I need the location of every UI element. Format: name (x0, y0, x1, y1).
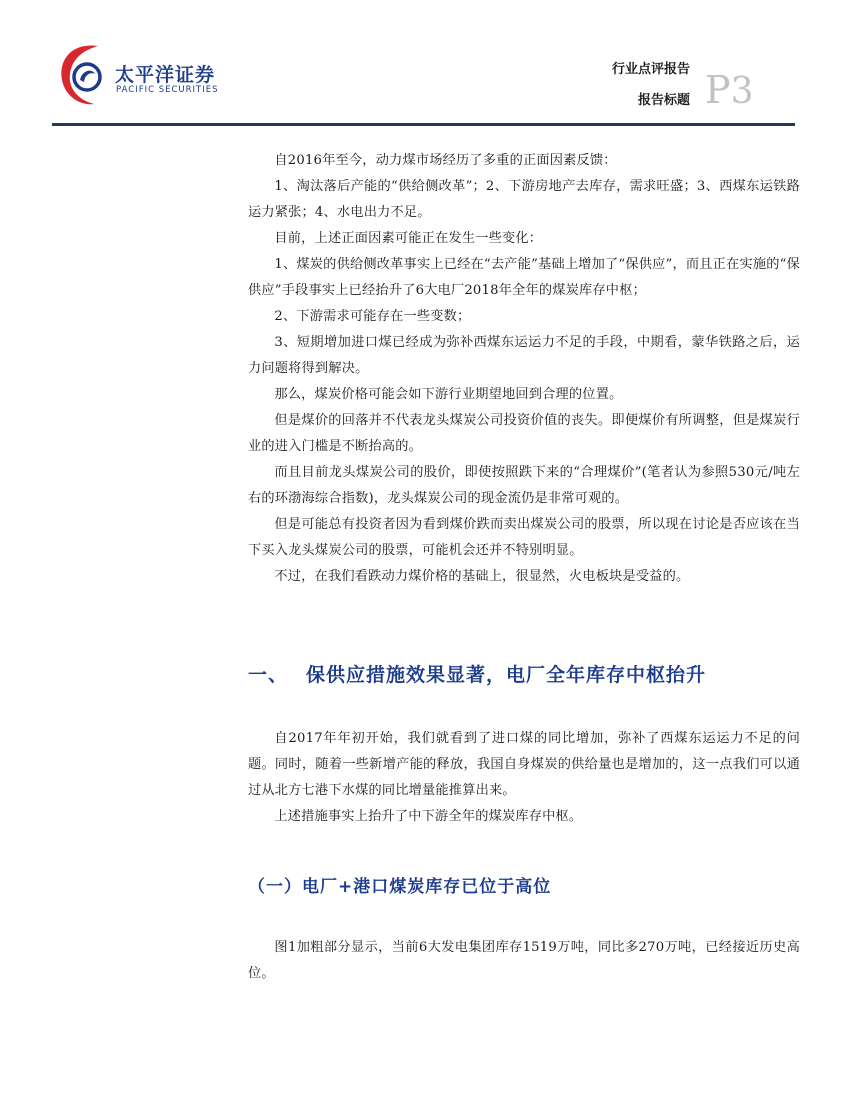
page-header (0, 0, 850, 130)
subsection-heading: （一）电厂+港口煤炭库存已位于高位 (248, 877, 552, 897)
paragraph: 但是可能总有投资者因为看到煤价跌而卖出煤炭公司的股票，所以现在讨论是否应该在当下买入龙头煤炭公司的股票，可能机会还并不特别明显。 (248, 517, 800, 558)
paragraph: 2、下游需求可能存在一些变数； (274, 309, 471, 324)
paragraph: 图1加粗部分显示，当前6大发电集团库存1519万吨，同比多270万吨，已经接近历史高位。 (248, 940, 800, 981)
section-heading (248, 660, 706, 687)
section-title: 保供应措施效果显著，电厂全年库存中枢抬升 (306, 664, 707, 686)
paragraph: 自2016年至今，动力煤市场经历了多重的正面因素反馈： (274, 153, 617, 168)
page-number (705, 68, 753, 112)
paragraph: 那么，煤炭价格可能会如下游行业期望地回到合理的位置。 (274, 387, 623, 402)
paragraph: 而且目前龙头煤炭公司的股价，即使按照跌下来的“合理煤价”(笔者认为参照530元/吨左右的环渤海综合指数)，龙头煤炭公司的现金流仍是非常可观的。 (248, 465, 800, 506)
brand-name-en: PACIFIC SECURITIES (116, 85, 219, 95)
report-type-label: 行业点评报告 (611, 62, 690, 77)
paragraph: 但是煤价的回落并不代表龙头煤炭公司投资价值的丧失。即便煤价有所调整，但是煤炭行业的进入门槛是不断抬高的。 (248, 413, 800, 454)
paragraph: 上述措施事实上抬升了中下游全年的煤炭库存中枢。 (274, 809, 583, 824)
paragraph: 1、煤炭的供给侧改革事实上已经在“去产能”基础上增加了“保供应”，而且正在实施的“保供应”手段事实上已经抬升了6大电厂2018年全年的煤炭库存中枢； (248, 257, 800, 298)
section-body (248, 726, 800, 830)
page-number-digit: 3 (730, 71, 754, 112)
page-letter: P (705, 68, 731, 112)
report-title-label: 报告标题 (637, 93, 690, 108)
paragraph: 目前，上述正面因素可能正在发生一些变化： (274, 231, 543, 246)
paragraph: 自2017年年初开始，我们就看到了进口煤的同比增加，弥补了西煤东运运力不足的问题。同时，随着一些新增产能的释放，我国自身煤炭的供给量也是增加的，这一点我们可以通过从北方七港下水煤的同比增量能推算出来。 (248, 731, 800, 798)
paragraph: 3、短期增加进口煤已经成为弥补西煤东运运力不足的手段，中期看，蒙华铁路之后，运力问题将得到解决。 (248, 335, 800, 376)
company-logo (58, 40, 238, 110)
header-divider (52, 123, 795, 126)
subsection-body (248, 935, 800, 987)
intro-section (248, 148, 800, 590)
pacific-securities-emblem-icon (58, 40, 110, 110)
paragraph: 1、淘汰落后产能的“供给侧改革”；2、下游房地产去库存，需求旺盛；3、西煤东运铁路运力紧张；4、水电出力不足。 (248, 179, 800, 220)
brand-name-cn: 太平洋证券 (115, 64, 216, 86)
section-number: 一、 (248, 664, 289, 686)
paragraph: 不过，在我们看跌动力煤价格的基础上，很显然，火电板块是受益的。 (274, 569, 690, 584)
